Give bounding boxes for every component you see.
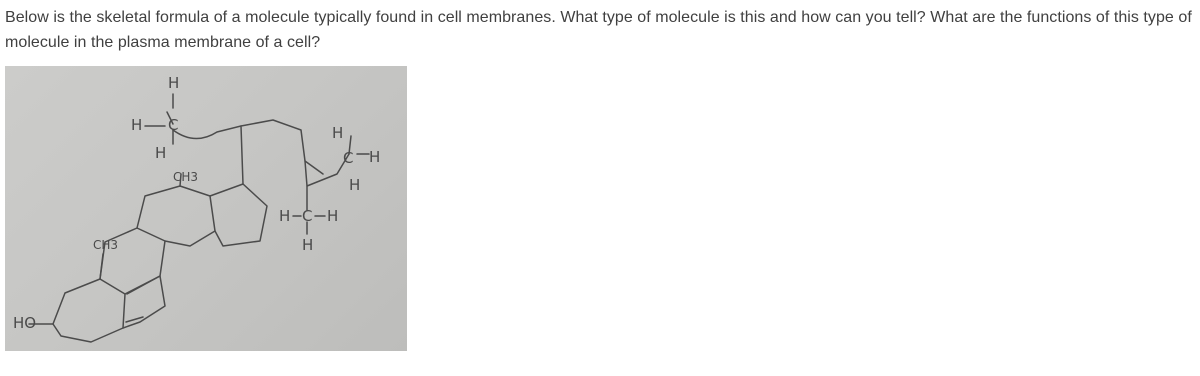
h-top-label: H — [168, 74, 180, 92]
ch3-left-bond — [100, 254, 103, 279]
h-side-bottom-label: H — [349, 176, 361, 194]
c-branch-label: C — [302, 207, 313, 225]
h-lower-label: H — [155, 144, 167, 162]
ring-d — [210, 184, 267, 246]
ho-label: HO — [13, 314, 37, 332]
h-branch-bottom-label: H — [302, 236, 314, 254]
question-text: Below is the skeletal formula of a molecule typically found in cell membranes. What type of molecule is this and how can you tell? What are the functions of this type of molecule in the plasma membrane of a cell? — [5, 9, 1192, 51]
ring-a — [53, 279, 125, 342]
cholesterol-skeletal-formula-image — [5, 66, 407, 351]
side-chain — [241, 120, 323, 184]
upper-methyl-link — [173, 126, 241, 139]
c-upper-label: C — [168, 116, 179, 134]
c-side-label: C — [343, 149, 354, 167]
h-branch-right-label: H — [327, 207, 339, 225]
h-left-label: H — [131, 116, 143, 134]
h-branch-left-label: H — [279, 207, 291, 225]
ch3-label-left: CH3 — [93, 238, 119, 252]
ch3-label-middle: CH3 — [173, 170, 199, 184]
h-side-right-label: H — [369, 148, 381, 166]
ring-b-lower — [123, 276, 165, 328]
h-side-top-label: H — [332, 124, 344, 142]
ring-c — [137, 186, 215, 246]
skeletal-formula-drawing — [5, 66, 407, 351]
